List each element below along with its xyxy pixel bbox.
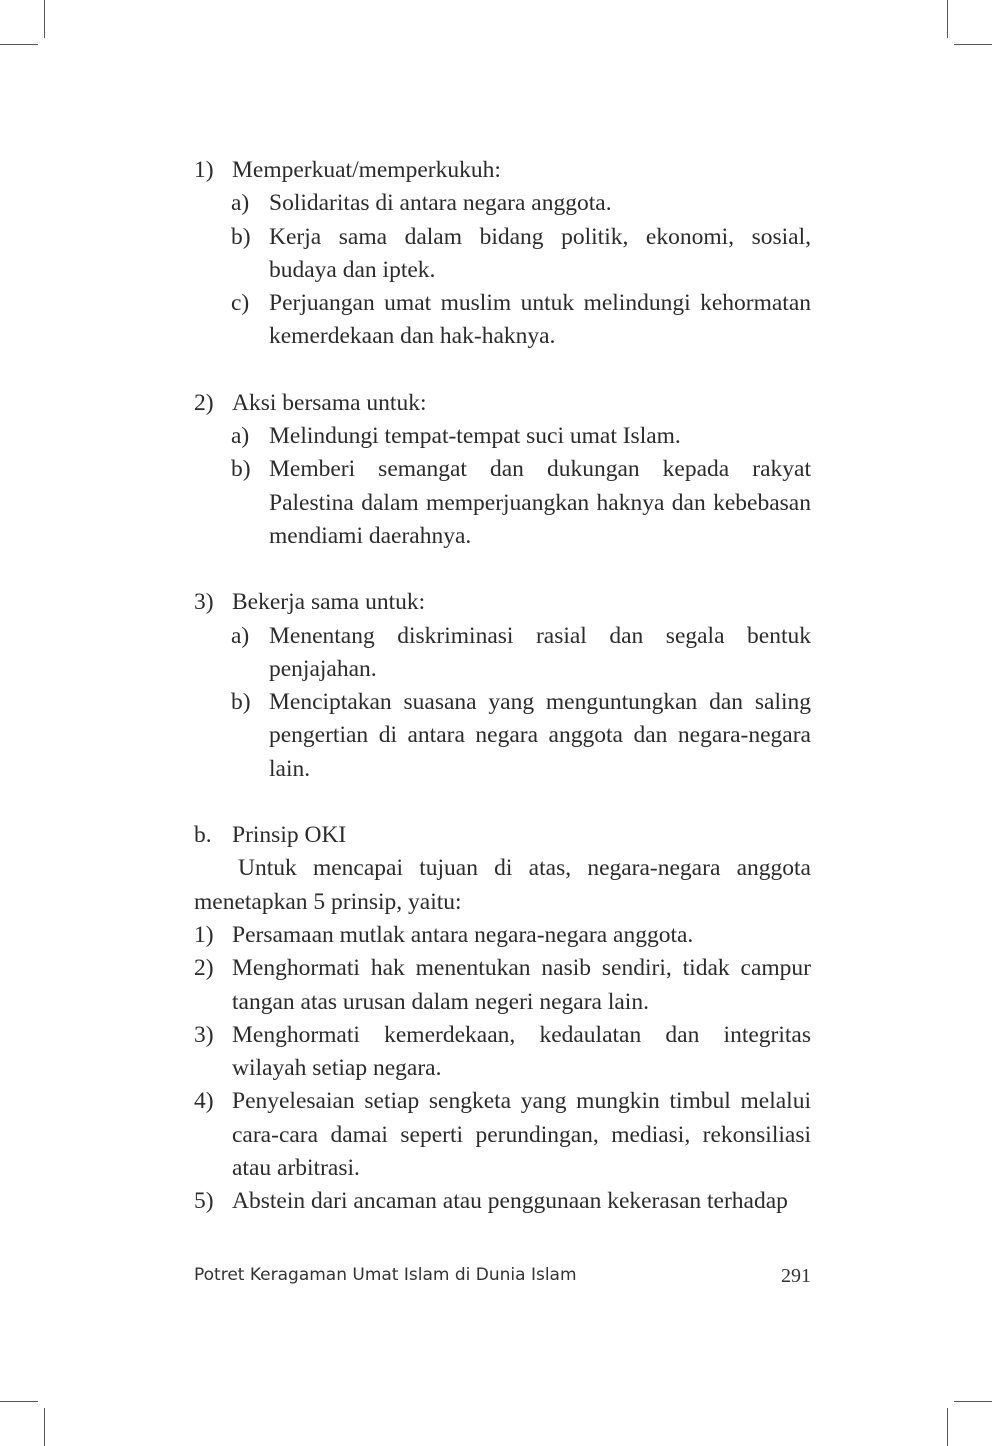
sub-list-item bbox=[231, 187, 811, 220]
list-item bbox=[194, 387, 811, 420]
intro-paragraph: Untuk mencapai tujuan di atas, negara-negara anggota menetapkan 5 prinsip, yaitu: bbox=[194, 855, 811, 915]
list-text: Menghormati kemerdekaan, kedaulatan dan integritas wilayah setiap negara. bbox=[232, 1021, 811, 1082]
sub-list-text: Memberi semangat dan dukungan kepada rakyat Palestina dalam memperjuangkan haknya dan kebebasan mendiami daerahnya. bbox=[269, 456, 811, 549]
list-text: Memperkuat/memperkukuh: bbox=[232, 157, 501, 183]
sub-list-text: Menentang diskriminasi rasial dan segala bentuk penjajahan. bbox=[269, 622, 811, 682]
crop-mark-bottom-left bbox=[44, 1408, 45, 1446]
sub-list-letter: a) bbox=[231, 190, 250, 217]
section-title: Prinsip OKI bbox=[232, 822, 347, 849]
list-item bbox=[194, 1185, 811, 1218]
section-heading bbox=[194, 819, 811, 852]
sub-list-text: Solidaritas di antara negara anggota. bbox=[269, 190, 612, 217]
list-item bbox=[194, 586, 811, 619]
sub-list-item bbox=[231, 453, 811, 553]
list-number: 1) bbox=[194, 157, 214, 183]
list-item bbox=[194, 1085, 811, 1185]
crop-mark-bottom-right bbox=[954, 1401, 992, 1402]
list-item bbox=[194, 154, 811, 187]
crop-mark-bottom-left bbox=[0, 1401, 38, 1402]
list-number: 3) bbox=[194, 1021, 214, 1048]
crop-mark-top-right bbox=[954, 44, 992, 45]
list-number: 4) bbox=[194, 1088, 214, 1115]
list-item bbox=[194, 1019, 811, 1086]
list-text: Menghormati hak menentukan nasib sendiri, tidak campur tangan atas urusan dalam negeri negara lain. bbox=[232, 955, 811, 1015]
sub-list-text: Melindungi tempat-tempat suci umat Islam. bbox=[269, 423, 681, 450]
sub-list-item bbox=[231, 287, 811, 354]
sub-list-text: Menciptakan suasana yang menguntungkan dan saling pengertian di antara negara anggota dan negara-negara lain. bbox=[269, 689, 811, 782]
list-text: Aksi bersama untuk: bbox=[232, 389, 427, 416]
sub-list-letter: a) bbox=[231, 423, 250, 450]
sub-list-letter: b) bbox=[231, 689, 251, 716]
sub-list-letter: c) bbox=[231, 290, 250, 317]
sub-list-letter: b) bbox=[231, 456, 251, 483]
page-footer bbox=[194, 1265, 811, 1288]
sub-list-text: Kerja sama dalam bidang politik, ekonomi, sosial, budaya dan iptek. bbox=[269, 223, 811, 283]
list-number: 1) bbox=[194, 921, 214, 948]
sub-list-letter: b) bbox=[231, 223, 251, 250]
list-number: 5) bbox=[194, 1188, 214, 1215]
page-number: 291 bbox=[781, 1265, 811, 1287]
list-item bbox=[194, 952, 811, 1019]
sub-list-item bbox=[231, 686, 811, 786]
sub-list-item bbox=[231, 620, 811, 687]
list-text: Abstein dari ancaman atau penggunaan kekerasan terhadap bbox=[232, 1188, 788, 1215]
list-number: 2) bbox=[194, 955, 214, 982]
list-text: Bekerja sama untuk: bbox=[232, 589, 426, 616]
crop-mark-top-left bbox=[0, 44, 38, 45]
list-text: Penyelesaian setiap sengketa yang mungkin timbul melalui cara-cara damai seperti perundingan, mediasi, rekonsiliasi atau arbitrasi. bbox=[232, 1088, 811, 1182]
sub-list-item bbox=[231, 420, 811, 453]
sub-list-letter: a) bbox=[231, 622, 250, 649]
crop-mark-bottom-right bbox=[947, 1408, 948, 1446]
list-item bbox=[194, 919, 811, 952]
sub-list-item bbox=[231, 221, 811, 288]
list-number: 2) bbox=[194, 389, 214, 416]
running-title: Potret Keragaman Umat Islam di Dunia Islam bbox=[194, 1265, 577, 1285]
list-number: 3) bbox=[194, 589, 214, 616]
section-letter: b. bbox=[194, 822, 212, 849]
crop-mark-top-right bbox=[947, 0, 948, 38]
list-text: Persamaan mutlak antara negara-negara anggota. bbox=[232, 921, 694, 948]
crop-mark-top-left bbox=[44, 0, 45, 38]
page-body bbox=[194, 154, 811, 1219]
sub-list-text: Perjuangan umat muslim untuk melindungi kehormatan kemerdekaan dan hak-haknya. bbox=[269, 290, 811, 350]
